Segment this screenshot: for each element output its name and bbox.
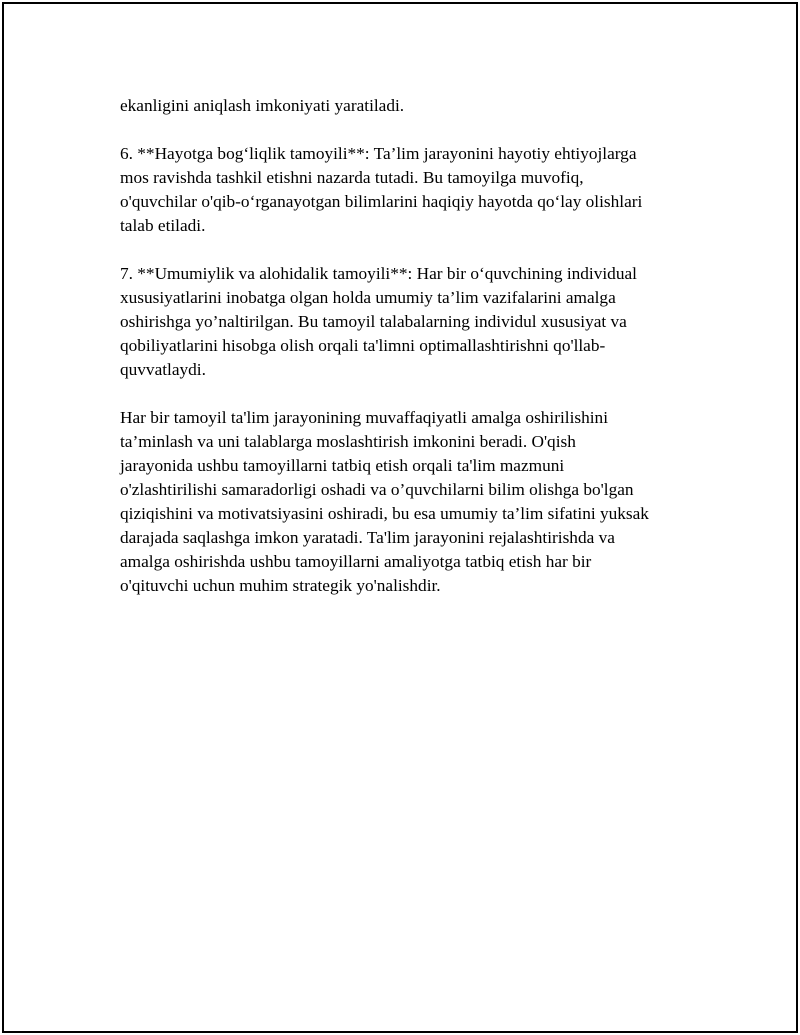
document-body <box>120 94 700 622</box>
paragraph-conclusion: Har bir tamoyil ta'lim jarayonining muvaffaqiyatli amalga oshirilishini ta’minlash va uni talablarga moslashtirish imkonini beradi. O'qish jarayonida ushbu tamoyillarni tatbiq etish orqali ta'lim mazmuni o'zlashtirilishi samaradorligi oshadi va o’quvchilarni bilim olishga bo'lgan qiziqishini va motivatsiyasini oshiradi, bu esa umumiy ta’lim sifatini yuksak darajada saqlashga imkon yaratadi. Ta'lim jarayonini rejalashtirishda va amalga oshirishda ushbu tamoyillarni amaliyotga tatbiq etish har bir o'qituvchi uchun muhim strategik yo'nalishdir. <box>120 408 649 595</box>
document-page <box>2 2 798 1033</box>
paragraph-principle-7: 7. **Umumiylik va alohidalik tamoyili**: Har bir o‘quvchining individual xususiyatlarini inobatga olgan holda umumiy ta’lim vazifalarini amalga oshirishga yo’naltirilgan. Bu tamoyil talabalarning individul xususiyat va qobiliyatlarini hisobga olish orqali ta'limni optimallashtirishni qo'llab- quvvatlaydi. <box>120 264 637 379</box>
paragraph-continuation: ekanligini aniqlash imkoniyati yaratiladi. <box>120 96 405 115</box>
paragraph-principle-6: 6. **Hayotga bog‘liqlik tamoyili**: Ta’lim jarayonini hayotiy ehtiyojlarga mos ravishda tashkil etishni nazarda tutadi. Bu tamoyilga muvofiq, o'quvchilar o'qib-o‘rganayotgan bilimlarini haqiqiy hayotda qo‘lay olishlari talab etiladi. <box>120 144 643 235</box>
